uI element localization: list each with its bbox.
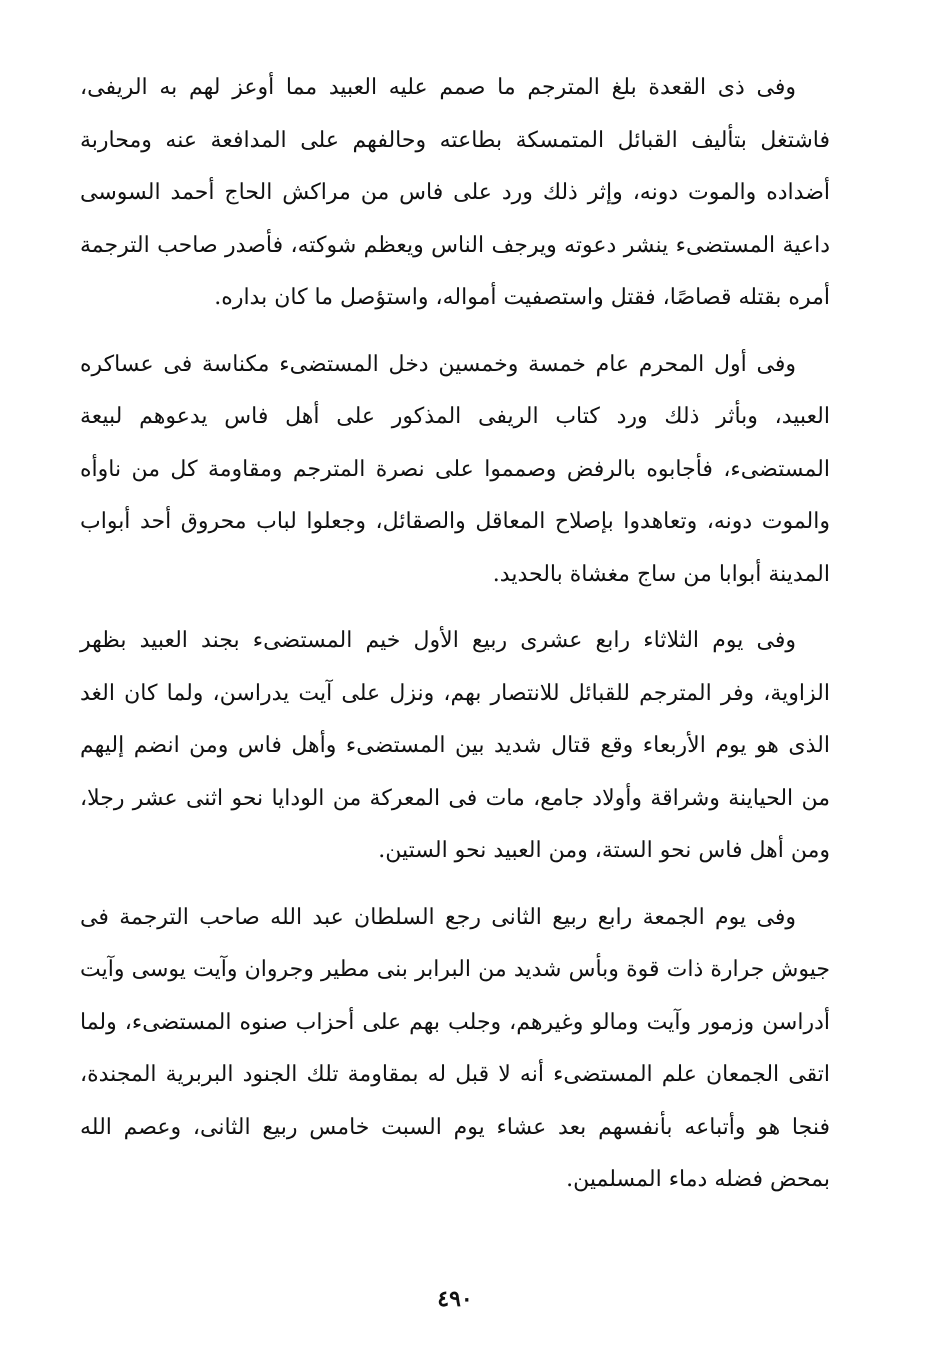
- paragraph-muharram: وفى أول المحرم عام خمسة وخمسين دخل المستضىء مكناسة فى عساكره العبيد، وبأثر ذلك ورد كتاب الريفى المذكور على أهل فاس يدعوهم لبيعة المستضىء، فأجابوه بالرفض وصمموا على نصرة المترجم ومقاومة كل من ناوأه والموت دونه، وتعاهدوا بإصلاح المعاقل والصقائل، وجعلوا لباب محروق أحد أبواب المدينة أبوابا من ساج مغشاة بالحديد.: [80, 351, 830, 587]
- paragraph-rabi-al-awwal: وفى يوم الثلاثاء رابع عشرى ربيع الأول خيم المستضىء بجند العبيد بظهر الزاوية، وفر المترجم للقبائل للانتصار بهم، ونزل على آيت يدراسن، ولما كان الغد الذى هو يوم الأربعاء وقع قتال شديد بين المستضىء وأهل فاس ومن انضم إليهم من الحياينة وشراقة وأولاد جامع، مات فى المعركة من الودايا نحو اثنى عشر رجلا، ومن أهل فاس نحو الستة، ومن العبيد نحو الستين.: [80, 628, 831, 863]
- page-number: ٤٩٠: [437, 1286, 473, 1312]
- paragraph-rabi-al-thani: وفى يوم الجمعة رابع ربيع الثانى رجع السلطان عبد الله صاحب الترجمة فى جيوش جرارة ذات قوة وبأس شديد من البرابر بنى مطير وجروان وآيت يوسى وآيت أدراسن وزمور وآيت ومالو وغيرهم، وجلب بهم على أحزاب صنوه المستضىء، ولما اتقى الجمعان علم المستضىء أنه لا قبل له بمقاومة تلك الجنود البربرية المجندة، فنجا هو وأتباعه بأنفسهم بعد عشاء يوم السبت خامس ربيع الثانى، وعصم الله بمحض فضله دماء المسلمين.: [80, 904, 831, 1192]
- document-page: [80, 62, 831, 1312]
- paragraph-dhu-al-qadah: وفى ذى القعدة بلغ المترجم ما صمم عليه العبيد مما أوعز لهم به الريفى، فاشتغل بتأليف القبائل المتمسكة بطاعته وحالفهم على المدافعة عنه ومحاربة أضداده والموت دونه، وإثر ذلك ورد على فاس من مراكش الحاج أحمد السوسى داعية المستضىء ينشر دعوته ويرجف الناس ويعظم شوكته، فأصدر صاحب الترجمة أمره بقتله قصاصًا، فقتل واستصفيت أمواله، واستؤصل ما كان بداره.: [80, 75, 830, 310]
